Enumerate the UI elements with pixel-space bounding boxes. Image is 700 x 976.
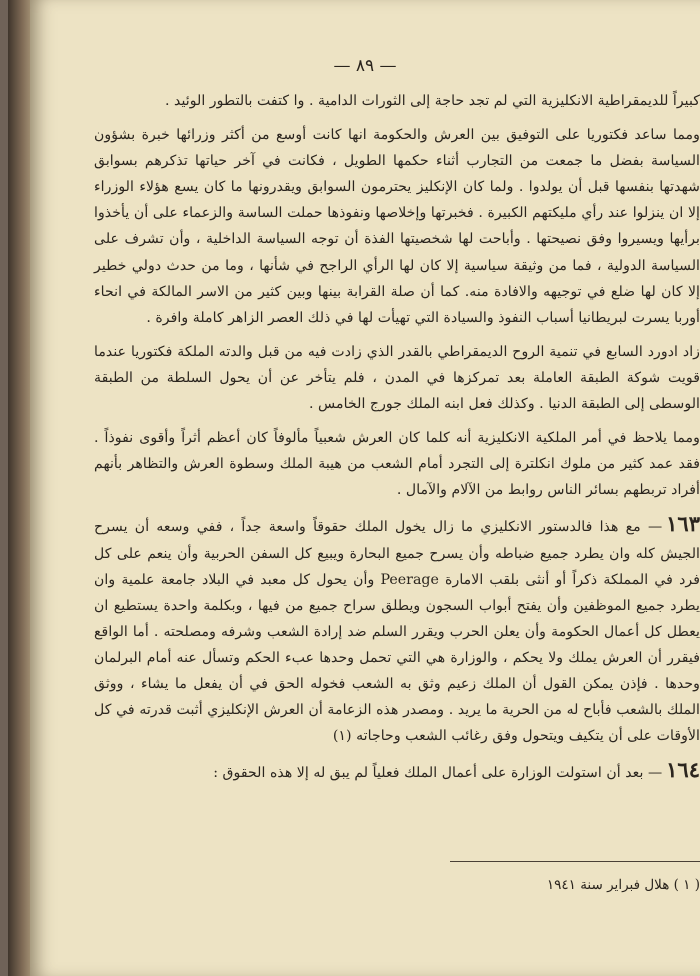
paragraph-3: زاد ادورد السابع في تنمية الروح الديمقراطي بالقدر الذي زادت فيه من قبل والدته الملكة فكتوريا عندما قويت شوكة الطبقة العاملة بعد تمركزها في المدن ، فلم يتأخر عن أن يحول السلطة من الطبقة الوسطى إلى الطبقة الدنيا . وكذلك فعل ابنه الملك جورج الخامس .: [94, 343, 700, 413]
paragraph-4: ومما يلاحظ في أمر الملكية الانكليزية أنه كلما كان العرش شعبياً مألوفاً كان أعظم أثراً وأقوى نفوذاً . فقد عمد كثير من ملوك انكلترة إلى التجرد أمام الشعب من هيبة الملك وسطوة العرش والتظاهر بأنهم أفراد تربطهم بسائر الناس روابط من الآلام والآمال .: [94, 430, 700, 499]
section-number: ١٦٣: [666, 511, 700, 537]
paragraph-1: كبيراً للديمقراطية الانكليزية التي لم تجد حاجة إلى الثورات الدامية . وا كتفت بالتطور الوئيد .: [165, 93, 700, 109]
footnote: ( ١ ) هلال فبراير سنة ١٩٤١: [546, 877, 700, 893]
page-body: [94, 88, 700, 893]
paragraph-2: ومما ساعد فكتوريا على التوفيق بين العرش والحكومة انها كانت أوسع من أكثر وزرائها خبرة بشؤون السياسة بفضل ما جمعت من التجارب أثناء حكمها الطويل ، فكانت في آخر حياتها تذكرهم بسوابق شهدتها بنفسها قبل أن يولدوا . ولما كان الإنكليز يحترمون السوابق ويقدرونها ما كان يسع هؤلاء الوزراء إلا ان ينزلوا عند رأي مليكتهم الكبيرة . فخبرتها وإخلاصها ونفوذها حملت الساسة والزعماء على أن يأخذوا برأيها ويسيروا وفق نصيحتها . وأباحت لها شخصيتها الفذة أن توجه السياسة الداخلية ، وأن تشرف على السياسة الدولية ، فما من وثيقة سياسية إلا كان لها الرأي الراجح في شأنها ، وما من حدث دولي خطير إلا كان لها ضلع في توجيهه والافادة منه. كما أن صلة القرابة بينها وبين كثير من الاسر المالكة في انحاء أوربا يسرت لبريطانيا أسباب النفوذ والسيادة التي تهيأت لها في ذلك العصر الزاهر كاملة وافرة .: [94, 127, 700, 326]
page-number: — ٨٩ —: [333, 56, 397, 76]
section-text: — مع هذا فالدستور الانكليزي ما زال يخول الملك حقوقاً واسعة جداً ، ففي وسعه أن يسرح الجيش كله وان يطرد جميع ضباطه وأن يسرح جميع البحارة ويبيع كل السفن الحربية وأن ينعم على كل فرد في المملكة ذكراً أو أنثى بلقب الامارة Peerage وأن يحول كل معبد في البلاد جامعة علمية وان يطرد جميع الموظفين وأن يفتح أبواب السجون ويطلق سراح جميع من فيها ، وبكلمة واحدة يستطيع ان يعطل كل أعمال الحكومة وأن يعلن الحرب ويقرر السلم ضد إرادة الشعب وشرفه ومصلحته . أما الواقع فيقرر أن العرش يملك ولا يحكم ، والوزارة هي التي تحمل وحدها عبء الحكم وتسأل عنه أمام البرلمان وحدها . فإذن يمكن القول أن الملك زعيم وثق به الشعب فخوله الحق في أن يفعل ما يشاء ، ووثق الملك بالشعب فأباح له من الحرية ما يريد . ومصدر هذه الزعامة أن العرش الإنكليزي أثبت قدرته في كل الأوقات على أن يتكيف ويتحول وفق رغائب الشعب وحاجاته (١): [94, 519, 700, 745]
section-163: [94, 511, 700, 749]
footnote-rule: [450, 861, 700, 862]
section-text: — بعد أن استولت الوزارة على أعمال الملك فعلياً لم يبق له إلا هذه الحقوق :: [213, 765, 663, 782]
section-164: [94, 757, 700, 786]
section-number: ١٦٤: [666, 757, 700, 783]
book-page: [30, 0, 700, 976]
